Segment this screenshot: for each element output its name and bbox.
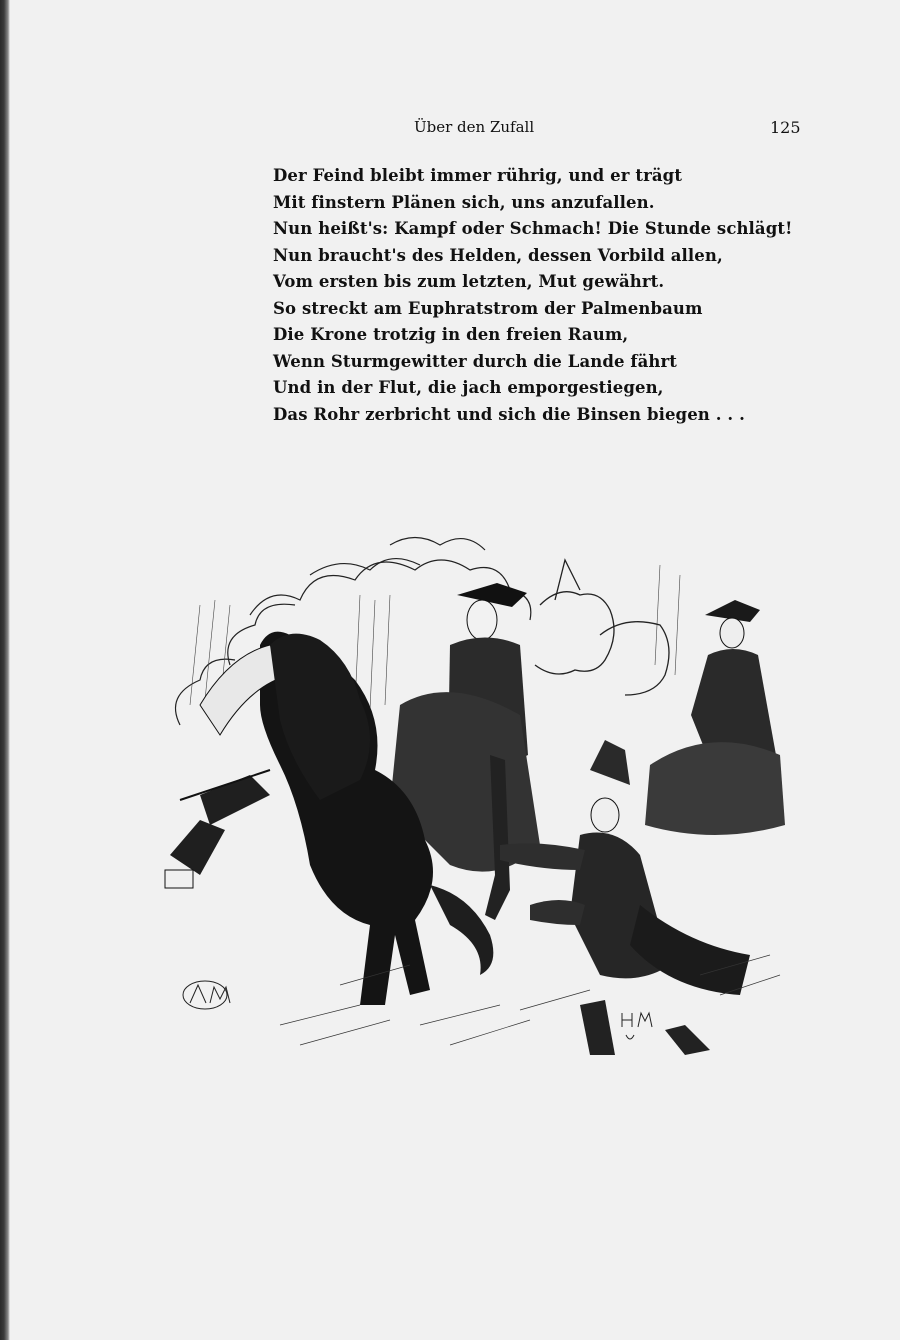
poem-line: So streckt am Euphratstrom der Palmenbaum xyxy=(273,298,703,318)
poem-line: Wenn Sturmgewitter durch die Lande fährt xyxy=(273,351,678,371)
poem-line: Vom ersten bis zum letzten, Mut gewährt. xyxy=(273,272,665,291)
poem-line: Und in der Flut, die jach emporgestiegen, xyxy=(273,378,664,397)
poem-line: Der Feind bleibt immer rührig, und er trägt xyxy=(273,166,683,185)
poem-line: Mit finstern Plänen sich, uns anzufallen. xyxy=(273,192,655,212)
page-binding-edge xyxy=(0,0,10,1340)
running-head xyxy=(0,118,900,142)
poem-line: Die Krone trotzig in den freien Raum, xyxy=(273,325,629,344)
poem-line: Das Rohr zerbricht und sich die Binsen biegen . . . xyxy=(273,404,745,424)
background-horses xyxy=(535,560,669,695)
running-title: Über den Zufall xyxy=(414,118,535,136)
engraving-illustration xyxy=(160,505,790,1065)
artist-monogram-left xyxy=(183,981,230,1009)
poem-line: Nun heißt's: Kampf oder Schmach! Die Stunde schlägt! xyxy=(273,219,793,238)
poem-line: Nun braucht's des Helden, dessen Vorbild allen, xyxy=(273,245,723,265)
page-number: 125 xyxy=(770,118,801,137)
poem-stanza xyxy=(273,163,793,428)
artist-monogram-right xyxy=(622,1013,652,1039)
